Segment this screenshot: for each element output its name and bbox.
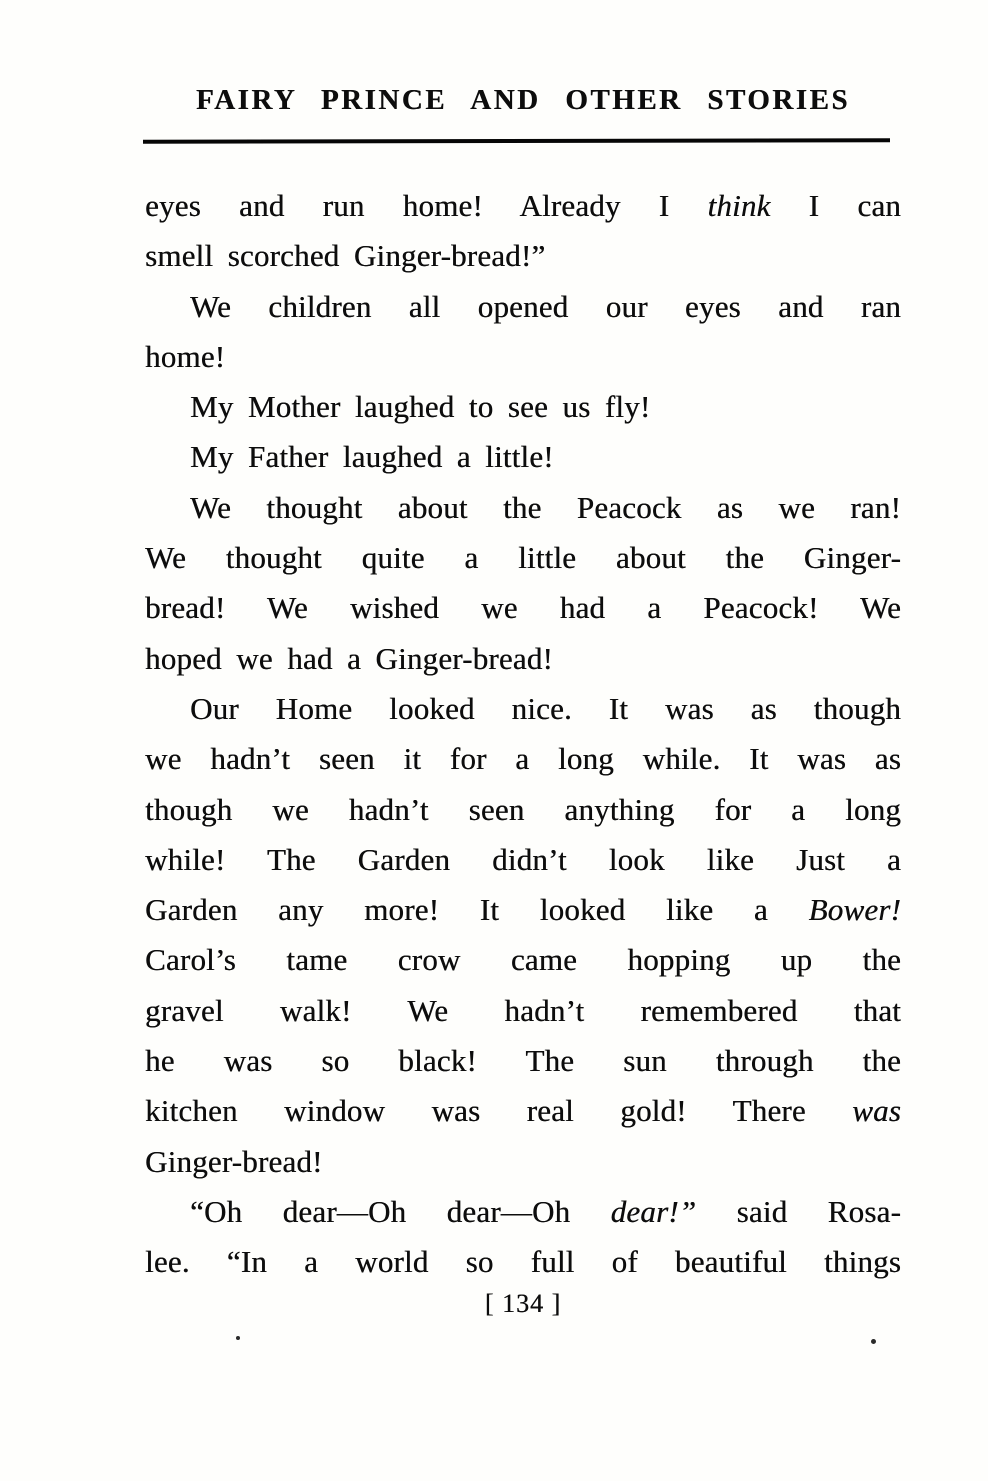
text-line [145, 332, 901, 382]
text-run: Carol’s tame crow came hopping up the [145, 942, 901, 978]
running-header: FAIRY PRINCE AND OTHER STORIES [196, 84, 850, 116]
text-line [145, 1036, 901, 1086]
paragraph [145, 483, 901, 684]
page-number: [ 134 ] [484, 1289, 562, 1318]
body-text [145, 181, 901, 1288]
text-run: Ginger-bread! [145, 1143, 323, 1179]
text-line [145, 986, 901, 1036]
text-run: smell scorched Ginger-bread!” [145, 238, 546, 274]
text-line [145, 1086, 901, 1136]
text-run: though we hadn’t seen anything for a long [145, 791, 901, 827]
italic-text-run: dear!” [610, 1193, 697, 1229]
text-run: We thought about the Peacock as we ran! [190, 489, 901, 525]
text-run: We children all opened our eyes and ran [190, 288, 901, 324]
paragraph [145, 432, 901, 482]
text-run: hoped we had a Ginger-bread! [145, 640, 553, 676]
text-line [145, 1137, 901, 1187]
text-line [145, 684, 901, 734]
text-run: We thought quite a little about the Ginger- [145, 540, 901, 576]
text-run: home! [145, 338, 226, 374]
text-run: said Rosa- [696, 1193, 901, 1229]
text-line [145, 533, 901, 583]
text-line [145, 181, 901, 231]
text-line [145, 282, 901, 332]
text-line [145, 1237, 901, 1287]
text-line [145, 785, 901, 835]
paragraph [145, 382, 901, 432]
text-run: I can [770, 188, 901, 223]
paragraph [145, 1187, 901, 1288]
text-line [145, 432, 901, 482]
text-line [145, 1187, 901, 1237]
header-rule [143, 138, 890, 144]
text-run: while! The Garden didn’t look like Just a [145, 841, 901, 877]
text-run: Our Home looked nice. It was as though [190, 690, 901, 726]
scan-speck [871, 1339, 876, 1344]
text-line [145, 935, 901, 985]
paragraph [145, 282, 901, 383]
text-line [145, 835, 901, 885]
italic-text-run: Bower! [808, 892, 901, 928]
text-run: he was so black! The sun through the [145, 1043, 901, 1079]
text-line [145, 231, 901, 281]
text-line [145, 734, 901, 784]
text-run: kitchen window was real gold! There [145, 1093, 853, 1129]
text-run: eyes and run home! Already I [145, 188, 708, 223]
text-run: we hadn’t seen it for a long while. It was as [145, 741, 901, 777]
text-run: lee. “In a world so full of beautiful things [145, 1244, 901, 1280]
text-run: Garden any more! It looked like a [145, 892, 809, 928]
text-run: bread! We wished we had a Peacock! We [145, 590, 901, 626]
text-line [145, 885, 901, 935]
paragraph [145, 181, 901, 282]
text-run: My Father laughed a little! [190, 439, 554, 475]
scan-speck [236, 1336, 240, 1340]
text-run: gravel walk! We hadn’t remembered that [145, 992, 901, 1028]
italic-text-run: think [707, 188, 771, 223]
text-run: “Oh dear—Oh dear—Oh [190, 1193, 611, 1229]
text-line [145, 382, 901, 432]
text-line [145, 483, 901, 533]
italic-text-run: was [852, 1093, 901, 1129]
text-line [145, 634, 901, 684]
paragraph [145, 684, 901, 1187]
text-run: My Mother laughed to see us fly! [190, 389, 651, 425]
text-line [145, 583, 901, 633]
